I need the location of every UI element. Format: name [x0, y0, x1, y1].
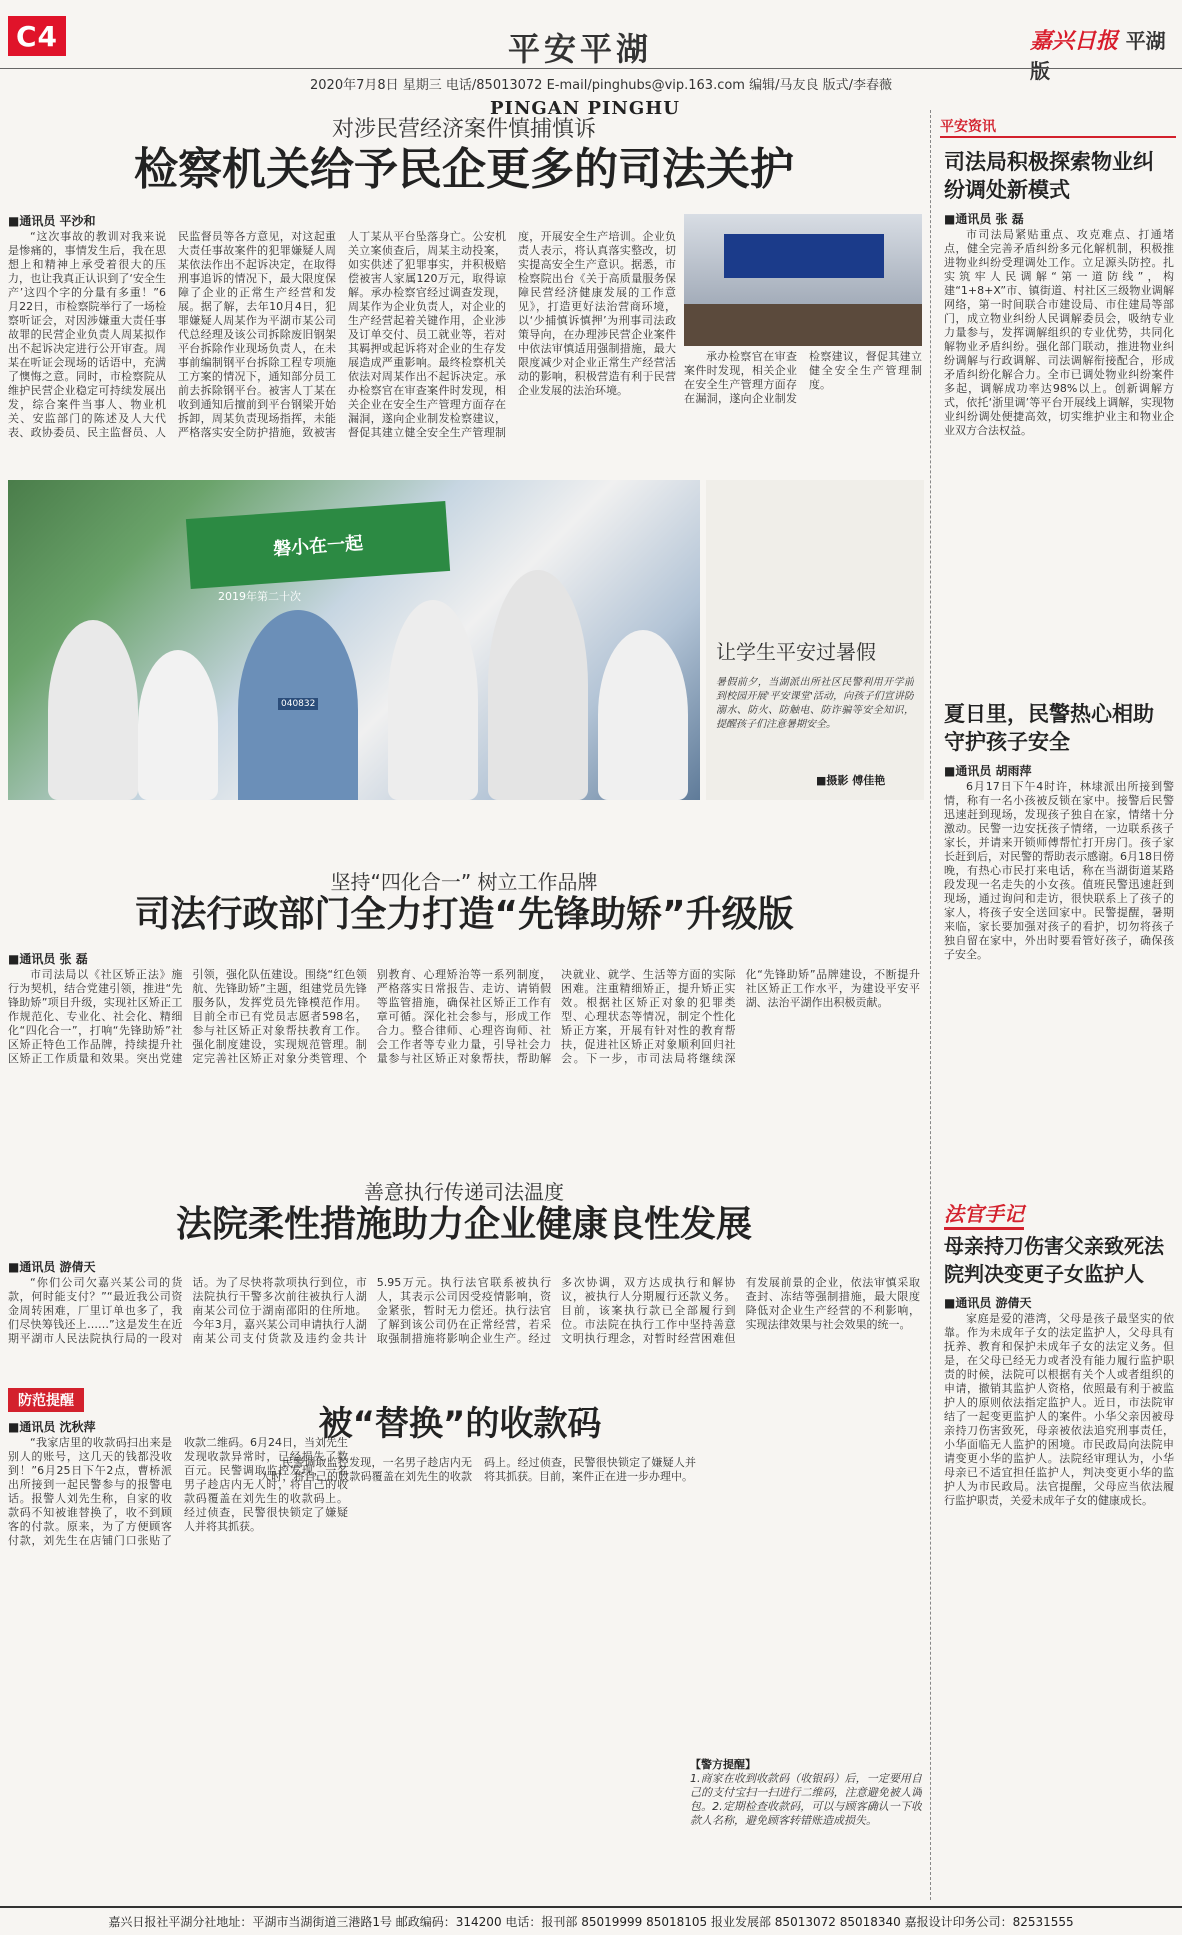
story1-body [8, 230, 676, 476]
fraud-body-text: “我家店里的收款码扫出来是别人的账号，这几天的钱都没收到！”6月25日下午2点，曹桥派出所接到一起民警参与的报警电话。报警人刘先生称，自家的收款码不知被谁替换了，收不到顾客的付款。原来，为了方便顾客付款，刘先生在店铺门口张贴了收款二维码。6月24日，当刘先生发现收款异常时，已经损失了数百元。民警调取监控发现，一名男子趁店内无人时，将自己的收款码覆盖在刘先生的收款码上。经过侦查，民警很快锁定了嫌疑人并将其抓获。 [8, 1436, 348, 1547]
hearing-backdrop [724, 234, 884, 278]
story2-body-text: 市司法局以《社区矫正法》施行为契机，结合党建引领，推进“先锋助矫”项目升级，实现社区矫正工作规范化、专业化、社会化、精细化“四化合一”，打响“先锋助矫”社区矫正特色工作品牌，持续提升社区矫正工作质量和效果。突出党建引领，强化队伍建设。围绕“红色领航、先锋助矫”主题，组建党员先锋服务队，发挥党员先锋模范作用。目前全市已有党员志愿者598名，参与社区矫正对象帮扶教育工作。强化制度建设，实现规范管理。制定完善社区矫正对象分类管理、个别教育、心理矫治等一系列制度，严格落实日常报告、走访、请销假等监管措施，确保社区矫正工作有章可循。深化社会参与，形成工作合力。整合律师、心理咨询师、社会工作者等专业力量，引导社会力量参与社区矫正对象帮扶，帮助解决就业、就学、生活等方面的实际困难。注重精细矫正，提升矫正实效。根据社区矫正对象的犯罪类型、心理状态等情况，制定个性化矫正方案，开展有针对性的教育帮扶，促进社区矫正对象顺利回归社会。下一步，市司法局将继续深化“先锋助矫”品牌建设，不断提升社区矫正工作水平，为建设平安平湖、法治平湖作出积极贡献。 [8, 968, 920, 1065]
student-figure [598, 630, 688, 800]
sidebar-s2-body [944, 780, 1174, 1190]
story1-kicker: 对涉民营经济案件慎捕慎诉 [331, 117, 596, 142]
story2-kicker: 坚持“四化合一” 树立工作品牌 [330, 870, 598, 894]
hearing-table [684, 304, 922, 346]
student-figure [138, 650, 218, 800]
sidebar-s3-body [944, 1312, 1174, 1898]
sidebar-s1-body [944, 228, 1174, 690]
fraud-tips: 1.商家在收到收款码（收银码）后，一定要用自己的支付宝扫一扫进行二维码，注意避免被人调包。2.定期检查收款码，可以与顾客确认一下收款人名称，避免顾客转错账造成损失。 [690, 1772, 922, 1827]
photo-overlay-title: 让学生平安过暑假 [716, 640, 876, 664]
sidebar-s3-byline: ■通讯员 游倩天 [944, 1296, 1032, 1310]
fraud-byline: ■通讯员 沈秋萍 [8, 1420, 96, 1434]
fraud-body-right-text: 民警调取监控发现，一名男子趁店内无人时，将自己的收款码覆盖在刘先生的收款码上。经过侦查，民警很快锁定了嫌疑人并将其抓获。目前，案件正在进一步办理中。 [260, 1456, 696, 1483]
story3-kicker: 善意执行传递司法温度 [364, 1180, 564, 1204]
sidebar-tag: 平安资讯 [940, 119, 996, 135]
story2-body [8, 968, 920, 1168]
story1-body-cont [684, 350, 922, 476]
sidebar-s2-body-text: 6月17日下午4时许，林埭派出所接到警情，称有一名小孩被反锁在家中。接警后民警迅速赶到现场，发现孩子独自在家，情绪十分激动。民警一边安抚孩子情绪，一边联系孩子家长，并请来开锁师傅帮忙打开房门。孩子家长赶到后，对民警的帮助表示感谢。6月18日傍晚，有热心市民打来电话，称在当湖街道某路段发现一名走失的小女孩。值班民警迅速赶到现场，通过询问和走访，很快联系上了孩子的家人，将孩子安全送回家中。民警提醒，暑期来临，家长要加强对孩子的看护，切勿将孩子独自留在家中，外出时要看管好孩子，确保孩子安全。 [944, 780, 1174, 961]
photo-banner-text: 磐小在一起 [272, 532, 364, 561]
newspaper-logo [1030, 24, 1182, 84]
sidebar-tag-wrap [940, 116, 1176, 138]
story1-byline: ■通讯员 平沙和 [8, 214, 96, 228]
photo-caption-box [706, 480, 924, 800]
logo-sub: 平湖版 [1030, 29, 1166, 83]
story1-body-cont-text: 承办检察官在审查案件时发现，相关企业在安全生产管理方面存在漏洞，遂向企业制发检察建议，督促其建立健全安全生产管理制度。 [684, 350, 922, 405]
sidebar-s2-byline: ■通讯员 胡雨萍 [944, 764, 1032, 778]
column-title: 平安平湖 [508, 30, 653, 68]
photo-credit: ■摄影 傅佳艳 [816, 774, 886, 787]
fraud-headline: 被“替换”的收款码 [318, 1404, 602, 1444]
student-figure [488, 570, 588, 800]
logo-main: 嘉兴日报 [1030, 28, 1119, 54]
story2-headline: 司法行政部门全力打造“先锋助矫”升级版 [134, 894, 794, 935]
sidebar-tag2: 法官手记 [944, 1198, 1024, 1230]
pinyin-title: PINGAN PINGHU [490, 98, 680, 119]
column-divider [930, 110, 931, 1900]
footer: 嘉兴日报社平湖分社地址：平湖市当湖街道三港路1号 邮政编码：314200 电话：报刊部 85019999 85018105 报业发展部 85013072 85018340 嘉报设计印务公司：82531555 [0, 1906, 1182, 1935]
sidebar-s3-headline: 母亲持刀伤害父亲致死法院判决变更子女监护人 [944, 1234, 1164, 1286]
story3-headline: 法院柔性措施助力企业健康良性发展 [175, 1204, 752, 1245]
story3-body [8, 1276, 920, 1384]
sidebar-s1-headline: 司法局积极探索物业纠纷调处新模式 [944, 150, 1154, 202]
sidebar-s3-body-text: 家庭是爱的港湾，父母是孩子最坚实的依靠。作为未成年子女的法定监护人，父母具有抚养、教育和保护未成年子女的法定义务。但是，在父母已经无力或者没有能力履行监护职责的时候，法院可以根据有关个人或者组织的申请，撤销其监护人资格，依照最有利于被监护人的原则依法指定监护人。近日，市法院审结了一起变更监护人的案件。小华父亲因被母亲持刀伤害致死，母亲被依法追究刑事责任，小华面临无人监护的困境。市民政局向法院申请变更小华的监护人。法院经审理认为，小华母亲已不适宜担任监护人，判决变更小华的监护人为市民政局。法官提醒，父母应当依法履行监护职责，关爱未成年子女的健康成长。 [944, 1312, 1174, 1507]
photo-banner [186, 501, 450, 589]
masthead-rule [0, 68, 1182, 69]
sidebar-s1-byline: ■通讯员 张 磊 [944, 212, 1024, 226]
story3-byline: ■通讯员 游倩天 [8, 1260, 96, 1274]
feature-photo [8, 480, 700, 800]
story1-body-text: “这次事故的教训对我来说是惨痛的，事情发生后，我在思想上和精神上承受着很大的压力，也让我真正认识到了‘安全生产’这四个字的分量有多重！”6月22日，市检察院举行了一场检察听证会，对因涉嫌重大责任事故罪的民营企业负责人周某拟作出不起诉决定进行公开审查。周某在听证会现场的话语中，充满了懊悔之意。同时，市检察院从维护民营企业稳定可持续发展出发，综合案件当事人、物业机关、安监部门的陈述及人大代表、政协委员、民主监督员、人民监督员等各方意见，对这起重大责任事故案件的犯罪嫌疑人周某依法作出不起诉决定，在取得刑事追诉的情况下，最大限度保障了企业的正常生产经营和发展。据了解，去年10月4日，犯罪嫌疑人周某作为平湖市某公司代总经理及该公司拆除废旧钢架平台拆除作业现场负责人，在未事前编制钢平台拆除工程专项施工方案的情况下，通知部分员工前去拆除钢平台。被害人丁某在收到通知后擅前到平台钢梁开始拆卸，周某负责现场指挥，未能严格落实安全防护措施，致被害人丁某从平台坠落身亡。公安机关立案侦查后，周某主动投案，如实供述了犯罪事实，并积极赔偿被害人家属120万元，取得谅解。承办检察官经过调查发现，周某作为企业负责人，对企业的生产经营起着关键作用，企业涉及订单交付、员工就业等，若对其羁押或起诉将对企业的生存发展造成严重影响。最终检察机关依法对周某作出不起诉决定。承办检察官在审查案件时发现，相关企业在安全生产管理方面存在漏洞，遂向企业制发检察建议，督促其建立健全安全生产管理制度，开展安全生产培训。企业负责人表示，将认真落实整改，切实提高安全生产意识。据悉，市检察院出台《关于高质量服务保障民营经济健康发展的工作意见》，打造更好法治营商环境，以‘少捕慎诉慎押’为刑事司法政策导向，在办理涉民营企业案件中依法审慎适用强制措施，最大限度减少对企业正常生产经营活动的影响，积极营造有利于民营企业发展的法治环境。 [8, 230, 676, 439]
photo-banner-sub: 2019年第二十次 [218, 590, 301, 603]
fraud-tag: 防范提醒 [8, 1388, 84, 1412]
police-badge: 040832 [278, 698, 318, 710]
story3-body-text: “你们公司欠嘉兴某公司的货款，何时能支付？”“最近我公司资金周转困难，厂里订单也多了，我们尽快筹钱还上……”这是发生在近期平湖市人民法院执行局的一段对话。为了尽快将款项执行到位，市法院执行干警多次前往被执行人湖南某公司位于湖南邵阳的住所地。今年3月，嘉兴某公司申请执行人湖南某公司支付货款及违约金共计5.95万元。执行法官联系被执行人，其表示公司因受疫情影响，资金紧张，暂时无力偿还。执行法官了解到该公司仍在正常经营，若采取强制措施将影响企业生产。经过多次协调，双方达成执行和解协议，被执行人分期履行还款义务。目前，该案执行款已全部履行到位。市法院在执行工作中坚持善意文明执行理念，对暂时经营困难但有发展前景的企业，依法审慎采取查封、冻结等强制措施，最大限度降低对企业生产经营的不利影响，实现法律效果与社会效果的统一。 [8, 1276, 920, 1345]
story1-photo [684, 214, 922, 346]
masthead-info: 2020年7月8日 星期三 电话/85013072 E-mail/pinghubs@vip.163.com 编辑/马友良 版式/李春薇 [310, 78, 892, 93]
page-number: C4 [8, 16, 66, 56]
story1-headline: 检察机关给予民企更多的司法关护 [134, 144, 794, 195]
student-figure [48, 620, 138, 800]
fraud-tips-title: 【警方提醒】 [690, 1758, 756, 1771]
sidebar-s2-headline: 夏日里，民警热心相助守护孩子安全 [944, 702, 1154, 754]
fraud-body-right [260, 1456, 920, 1656]
sidebar-s1-body-text: 市司法局紧贴重点、攻克难点、打通堵点，健全完善矛盾纠纷多元化解机制，积极推进物业纠纷受理调处工作。立足源头防控。扎实筑牢人民调解“第一道防线”，构建“1+8+X”市、镇街道、村社区三级物业调解网络，第一时间联合市建设局、市住建局等部门，成立物业纠纷人民调解委员会，吸纳专业力量参与，发挥调解组织的专业优势，共同化解物业矛盾纠纷。强化部门联动，推进物业纠纷调解与行政调解、司法调解衔接配合，形成矛盾纠纷化解合力。全市已调处物业纠纷案件多起，调解成功率达98%以上。创新调解方式，依托‘浙里调’等平台开展线上调解，实现物业纠纷调处便捷高效，切实维护业主和物业企业双方合法权益。 [944, 228, 1174, 437]
photo-caption: 暑假前夕，当湖派出所社区民警利用开学前到校园开展'平安课堂'活动，向孩子们宣讲防溺水、防火、防触电、防诈骗等安全知识，提醒孩子们注意暑期安全。 [716, 677, 914, 730]
student-figure [388, 600, 478, 800]
story2-byline: ■通讯员 张 磊 [8, 952, 88, 966]
